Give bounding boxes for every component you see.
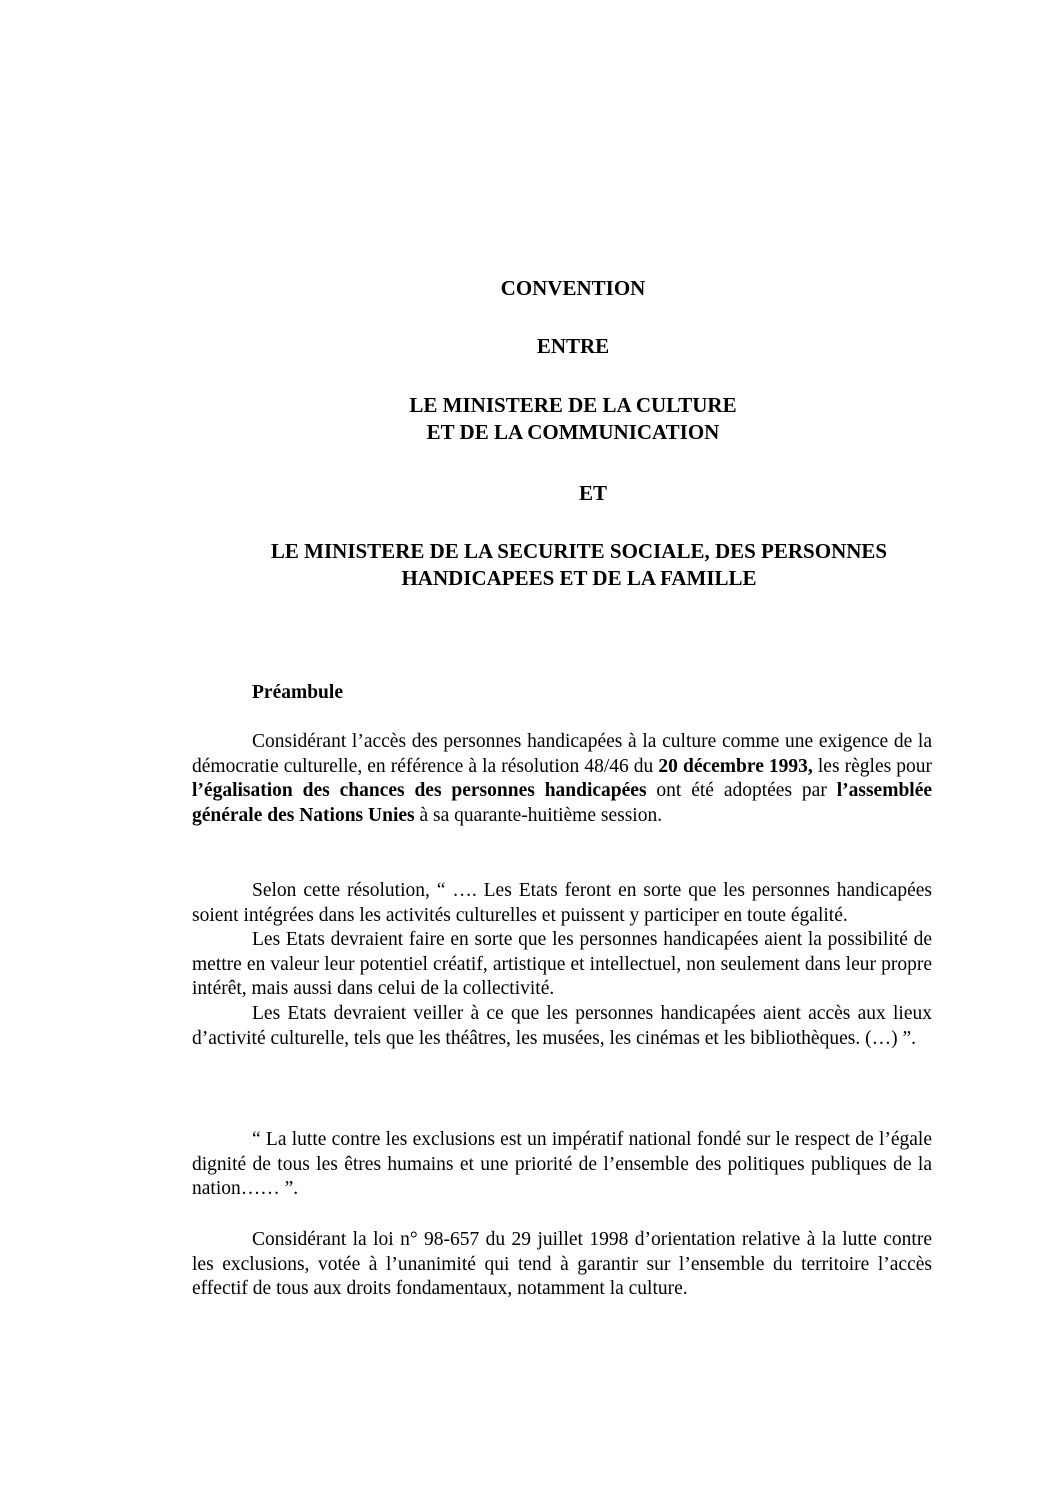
- title-party-two: [0, 538, 1058, 592]
- title-entre: [0, 333, 1058, 360]
- text-run: à sa quarante-huitième session.: [414, 804, 663, 826]
- paragraph-text: Les Etats devraient faire en sorte que les personnes handicapées aient la possibilité de mettre en valeur leur potentiel créatif, artistique et intellectuel, non seulement dans leur propre intérêt, mais aussi dans celui de la collectivité.: [192, 929, 932, 1000]
- paragraph-text: [192, 730, 932, 828]
- bold-organization: l’assemblée générale des Nations Unies: [192, 780, 933, 826]
- title-line: LE MINISTERE DE LA SECURITE SOCIALE, DES PERSONNES: [270, 539, 888, 563]
- paragraph-text: Considérant la loi n° 98-657 du 29 juillet 1998 d’orientation relative à la lutte contre les exclusions, votée à l’unanimité qui tend à garantir sur l’ensemble du territoire l’accès effectif de tous aux droits fondamentaux, notamment la culture.: [192, 1229, 932, 1300]
- title-party-one: [0, 392, 1058, 446]
- paragraph-text: Les Etats devraient veiller à ce que les personnes handicapées aient accès aux lieux d’activité culturelle, tels que les théâtres, les musées, les cinémas et les bibliothèques. (…) ”.: [192, 1002, 932, 1049]
- preamble-paragraph-1: [192, 730, 932, 828]
- text-run: ont été adoptées par: [646, 780, 837, 802]
- preamble-paragraph-4: [192, 1228, 932, 1302]
- title-line: CONVENTION: [500, 276, 646, 300]
- bold-date: 20 décembre 1993,: [658, 755, 813, 777]
- title-line: LE MINISTERE DE LA CULTURE: [409, 393, 737, 417]
- bold-phrase: l’égalisation des chances des personnes handicapées: [192, 780, 647, 802]
- paragraph-text: “ La lutte contre les exclusions est un impératif national fondé sur le respect de l’égale dignité de tous les êtres humains et une priorité de l’ensemble des politiques publiques de la nation…… ”.: [192, 1129, 932, 1200]
- title-line: ET: [578, 481, 607, 505]
- title-line: ENTRE: [536, 334, 610, 358]
- text-run: les règles pour: [812, 755, 933, 777]
- title-et: [0, 480, 1058, 507]
- title-convention: [0, 275, 1058, 302]
- paragraph-text: Selon cette résolution, “ …. Les Etats feront en sorte que les personnes handicapées soient intégrées dans les activités culturelles et puissent y participer en toute égalité.: [192, 880, 932, 926]
- preamble-paragraph-2: [192, 879, 932, 1051]
- text-run: Considérant l’accès des personnes handicapées à la culture comme une exigence de la démocratie culturelle, en référence à la résolution 48/46 du: [192, 731, 932, 777]
- preamble-heading: Préambule: [252, 682, 343, 703]
- title-line: HANDICAPEES ET DE LA FAMILLE: [401, 566, 757, 590]
- preamble-paragraph-3: [192, 1128, 932, 1202]
- title-line: ET DE LA COMMUNICATION: [426, 420, 720, 444]
